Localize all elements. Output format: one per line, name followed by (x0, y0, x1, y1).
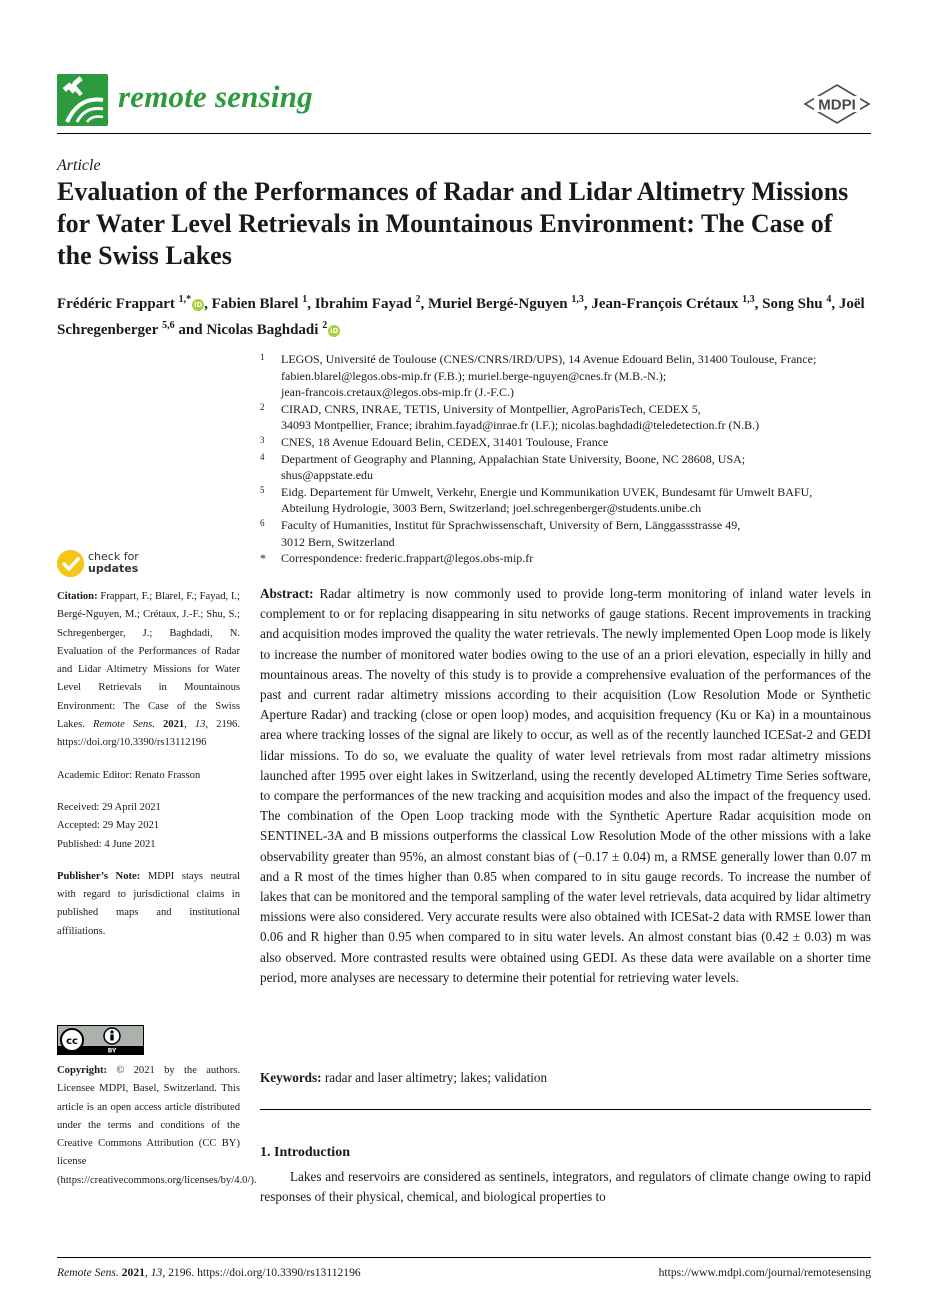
footer-year: 2021 (121, 1266, 145, 1279)
footer-volume: 13 (150, 1266, 163, 1279)
author-name: Joël Schregenberger (57, 296, 865, 338)
affiliation-line: jean-francois.cretaux@legos.obs-mip.fr (J.-F.C.) (281, 385, 515, 400)
affiliation-line: Department of Geography and Planning, Appalachian State University, Boone, NC 28608, USA; (281, 451, 746, 466)
affiliation-marker: 6 (260, 517, 265, 528)
author (212, 296, 315, 312)
copyright-text: © 2021 by the authors. Licensee MDPI, Basel, Switzerland. This article is an open access article distributed under the terms and conditions of the Creative Commons Attribution (CC BY) license (https://creativecommons.org/licenses/by/4.0/). (57, 1065, 257, 1186)
received-date: Received: 29 April 2021 (57, 801, 161, 813)
journal-name: remote sensing (118, 79, 313, 114)
affiliation-item (260, 484, 875, 517)
affiliation-item (260, 517, 875, 550)
footer-citation: Remote Sens. 2021, 13, 2196. https://doi.org/10.3390/rs13112196 (57, 1266, 361, 1279)
affiliation-line: CNES, 18 Avenue Edouard Belin, CEDEX, 31401 Toulouse, France (281, 434, 609, 449)
affiliation-marker: 4 (260, 451, 265, 462)
affiliation-marker: 2 (260, 401, 265, 412)
affiliation-line: Correspondence: frederic.frappart@legos.obs-mip.fr (281, 551, 534, 566)
publisher-note-label: Publisher’s Note: (57, 870, 141, 882)
publisher-note (57, 868, 240, 941)
abstract (260, 584, 871, 988)
author (762, 296, 839, 312)
mdpi-logo-text: MDPI (818, 96, 856, 114)
keywords-label: Keywords: (260, 1070, 322, 1085)
abstract-label: Abstract: (260, 586, 314, 601)
author-affiliation-marker: 4 (826, 294, 832, 305)
affiliation-line: Faculty of Humanities, Institut für Sprachwissenschaft, University of Bern, Länggassstrasse 49, (281, 517, 741, 532)
author-separator: , (754, 296, 763, 312)
affiliation-line: Eidg. Departement für Umwelt, Verkehr, Energie und Kommunikation UVEK, Bundesamt für Umwelt BAFU, (281, 484, 813, 499)
affiliation-item (260, 451, 875, 484)
affiliation-line: fabien.blarel@legos.obs-mip.fr (F.B.); muriel.berge-nguyen@cnes.fr (M.B.-N.); (281, 368, 667, 383)
author-affiliation-marker: 1,* (178, 294, 192, 305)
accepted-date: Accepted: 29 May 2021 (57, 820, 160, 832)
mdpi-logo (803, 84, 871, 124)
header-rule (57, 133, 871, 134)
author (57, 296, 212, 312)
author-affiliation-marker: 5,6 (162, 320, 175, 331)
author (206, 322, 340, 338)
section-divider (260, 1109, 871, 1110)
citation-text: Frappart, F.; Blarel, F.; Fayad, I.; Bergé-Nguyen, M.; Crétaux, J.-F.; Shu, S.; Schregenberger, J.; Baghdadi, N. Evaluation of the Performances of Radar and Lidar Altimetry Missions for Water Level Retrievals in Mountainous Environment: The Case of the Swiss Lakes. (57, 591, 240, 731)
svg-text:cc: cc (66, 1036, 78, 1047)
author-name: Muriel Bergé-Nguyen (428, 296, 568, 312)
affiliation-marker: 1 (260, 352, 265, 362)
citation-volume: 13 (194, 719, 206, 731)
cc-by-license-badge[interactable] (57, 1025, 144, 1055)
affiliation-line: CIRAD, CNRS, INRAE, TETIS, University of Montpellier, AgroParisTech, CEDEX 5, (281, 401, 701, 416)
author-separator: , (583, 296, 592, 312)
author-separator: , (307, 296, 315, 312)
published-date: Published: 4 June 2021 (57, 838, 156, 850)
affiliation-line: 34093 Montpellier, France; ibrahim.fayad@inrae.fr (I.F.); nicolas.baghdadi@teledetection.fr (N.B.) (281, 418, 760, 433)
author-affiliation-marker: 1,3 (571, 294, 584, 305)
abstract-text: Radar altimetry is now commonly used to provide long-term monitoring of inland water levels in complement to or for replacing disappearing in situ networks of gauge stations. Recent improvements in tracking and acquisition modes improved the quality the water retrievals. The newly implemented Open Loop mode is likely to increase the number of monitored water bodies owing to the use of an a priori elevation, especially in hilly and mountainous areas. The novelty of this study is to provide a comprehensive evaluation of the performances of the past and current radar altimetry missions according to their acquisition (Low Resolution Mode or Synthetic Aperture Radar) and tracking (close or open loop) modes, and acquisition frequency (Ku or Ka) in a mountainous area where tracking losses of the signal are likely to occur, as well as of the recently launched ICESat-2 and GEDI lidar missions. To do so, we evaluate the quality of water level retrievals from most radar altimetry missions launched after 1995 over eight lakes in Switzerland, using the recently developed ALtimetry Time Series software, to compare the performances of the new tracking and acquisition modes and also the impact of the frequency used. The combination of the Open Loop tracking mode with the Synthetic Aperture Radar acquisition mode on SENTINEL-3A and B missions outperforms the classical Low Resolution Mode of the other missions with a lake observability greater than 95%, an almost constant bias of (−0.17 ± 0.04) m, a RMSE generally lower than 0.07 m and a R most of the times higher than 0.85 when compared to in situ gauge records. To increase the number of lakes that can be monitored and the temporal sampling of the water level retrievals, data acquired by lidar altimetry missions were also considered. Very accurate results were also obtained with ICESat-2 data with RMSE lower than 0.06 and R higher than 0.95 when compared to in situ water levels. An almost constant bias (0.42 ± 0.03) m was also observed. More contrasted results were obtained using GEDI. As these data were available on a shorter time period, more analyses are necessary to determine their potential for retrieving water levels. (260, 586, 871, 985)
author (591, 296, 762, 312)
journal-logo (57, 74, 108, 126)
section-heading-introduction: 1. Introduction (260, 1145, 350, 1160)
affiliation-item (260, 434, 875, 451)
affiliation-line: Abteilung Hydrologie, 3003 Bern, Switzerland; joel.schregenberger@students.unibe.ch (281, 501, 702, 516)
author-separator: , (204, 296, 212, 312)
author-name: Fabien Blarel (211, 296, 299, 312)
publisher-note-text: MDPI stays neutral with regard to jurisdictional claims in published maps and institutional affiliations. (57, 870, 240, 937)
author-affiliation-marker: 2 (415, 294, 421, 305)
affiliation-marker: 3 (260, 434, 265, 445)
citation-label: Citation: (57, 591, 98, 602)
author-affiliation-marker: 1,3 (742, 294, 755, 305)
article-type: Article (57, 157, 101, 174)
footer-journal-url[interactable]: https://www.mdpi.com/journal/remotesensing (658, 1266, 871, 1279)
author-name: Song Shu (762, 296, 823, 312)
academic-editor: Academic Editor: Renato Frasson (57, 769, 201, 781)
footer-rule (57, 1257, 871, 1258)
affiliation-line: 3012 Bern, Switzerland (281, 534, 395, 549)
keywords-text: radar and laser altimetry; lakes; validation (324, 1070, 548, 1085)
author (315, 296, 428, 312)
check-updates-line2: updates (88, 562, 139, 575)
citation: Citation: Frappart, F.; Blarel, F.; Fayad, I.; Bergé-Nguyen, M.; Crétaux, J.-F.; Shu, S.; Schregenberger, J.; Baghdadi, N. Evaluation of the Performances of Radar and Lidar Altimetry Missions for Water Level Retrievals in Mountainous Environment: The Case of the Swiss Lakes. Remote Sens. 2021, 13, 2196. https://doi.org/10.3390/rs13112196 (57, 591, 240, 749)
introduction-paragraph: Lakes and reservoirs are considered as sentinels, integrators, and regulators of climate change owing to rapid responses of their physical, chemical, and biological properties to (260, 1169, 871, 1205)
satellite-icon (57, 74, 108, 126)
affiliation-item (260, 401, 875, 434)
keywords (260, 1068, 871, 1088)
author-name: Nicolas Baghdadi (206, 322, 319, 338)
author-separator: and (174, 322, 207, 338)
affiliation-marker: 5 (260, 484, 265, 495)
copyright-notice (57, 1062, 257, 1190)
author-separator: , (831, 296, 839, 312)
affiliation-item (260, 550, 875, 567)
author-list (57, 289, 872, 341)
check-icon (57, 550, 84, 577)
author-name: Ibrahim Fayad (314, 296, 412, 312)
paper-title: Evaluation of the Performances of Radar and Lidar Altimetry Missions for Water Level Retrievals in Mountainous Environment: The Case of the Swiss Lakes (57, 177, 849, 270)
affiliation-marker: * (260, 551, 266, 566)
author-separator: , (420, 296, 429, 312)
affiliation-line: LEGOS, Université de Toulouse (CNES/CNRS/IRD/UPS), 14 Avenue Edouard Belin, 31400 Toulouse, France; (281, 352, 817, 366)
check-updates-line1: check for (88, 550, 139, 563)
cc-by-label: BY (107, 1047, 117, 1054)
affiliation-line: shus@appstate.edu (281, 468, 374, 483)
check-for-updates-button[interactable] (57, 550, 187, 580)
author-affiliation-marker: 1 (302, 294, 308, 305)
sidebar (57, 588, 240, 941)
orcid-icon[interactable]: iD (330, 327, 339, 335)
orcid-icon[interactable]: iD (194, 301, 203, 309)
citation-year: 2021 (162, 719, 185, 731)
affiliation-item (260, 351, 875, 401)
affiliations (260, 351, 875, 567)
author-name: Frédéric Frappart (57, 296, 175, 312)
citation-journal: Remote Sens. (93, 719, 155, 731)
author (428, 296, 591, 312)
footer-doi[interactable]: , 2196. https://doi.org/10.3390/rs13112196 (162, 1266, 361, 1279)
citation-doi[interactable]: , 2196. https://doi.org/10.3390/rs13112196 (57, 719, 240, 749)
footer-journal: Remote Sens. (57, 1266, 119, 1279)
author-name: Jean-François Crétaux (591, 296, 739, 312)
author-affiliation-marker: 2 (322, 320, 328, 331)
copyright-label: Copyright: (57, 1065, 108, 1076)
